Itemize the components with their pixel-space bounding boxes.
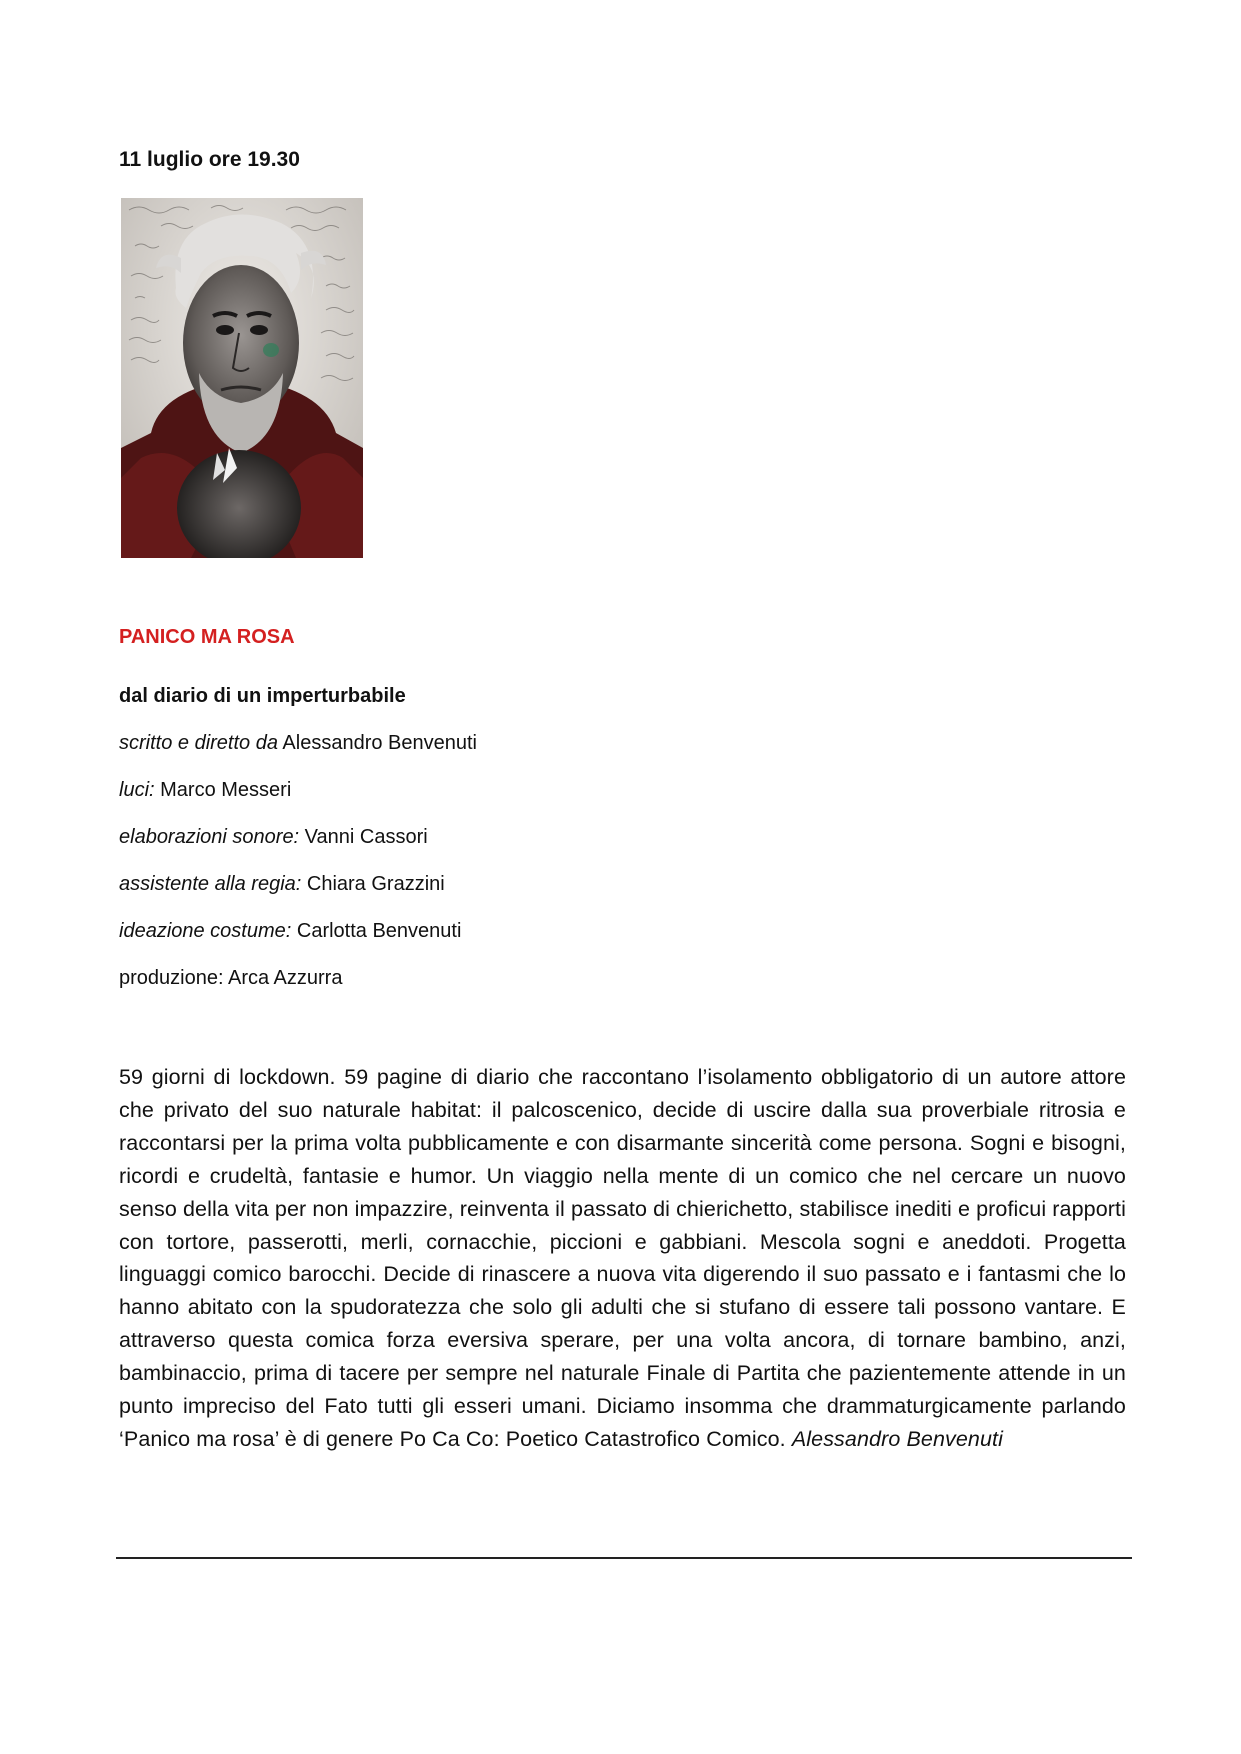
credit-role: ideazione costume: (119, 920, 292, 942)
show-title: PANICO MA ROSA (119, 626, 295, 648)
credit-role: elaborazioni sonore: (119, 826, 300, 848)
credit-name: Alessandro Benvenuti (277, 732, 477, 754)
description-text: 59 giorni di lockdown. 59 pagine di diario che raccontano l’isolamento obbligatorio di un autore attore che privato del suo naturale habitat: il palcoscenico, decide di uscire dalla sua proverbiale ritrosia e raccontarsi per la prima volta pubblicamente e con disarmante sincerità come persona. Sogni e bisogni, ricordi e crudeltà, fantasie e humor. Un viaggio nella mente di un comico che nel cercare un nuovo senso della vita per non impazzire, reinventa il passato di chierichetto, stabilisce inediti e proficui rapporti con tortore, passerotti, merli, cornacchie, piccioni e gabbiani. Mescola sogni e aneddoti. Progetta linguaggi comico barocchi. Decide di rinascere a nuova vita digerendo il suo passato e i fantasmi che lo hanno abitato con la spudoratezza che solo gli adulti che si stufano di essere tali possono vantare. E attraverso questa comica forza eversiva sperare, per una volta ancora, di tornare bambino, anzi, bambinaccio, prima di tacere per sempre nel naturale Finale di Partita che pazientemente attende in un punto impreciso del Fato tutti gli esseri umani. Diciamo insomma che drammaturgicamente parlando ‘Panico ma rosa’ è di genere Po Ca Co: Poetico Catastrofico Comico. (119, 1065, 1126, 1451)
credit-role: luci: (119, 779, 155, 801)
credit-line (119, 908, 477, 955)
event-date-heading: 11 luglio ore 19.30 (119, 148, 300, 171)
credit-name: Chiara Grazzini (301, 873, 445, 895)
credit-name: Carlotta Benvenuti (291, 920, 462, 942)
credit-role: assistente alla regia: (119, 873, 302, 895)
credit-line (119, 814, 477, 861)
credits-list (119, 673, 477, 1002)
production-credit: produzione: Arca Azzurra (119, 967, 343, 989)
credit-name: Vanni Cassori (299, 826, 428, 848)
credit-name: Marco Messeri (154, 779, 292, 801)
portrait-photo (121, 198, 363, 558)
show-subtitle: dal diario di un imperturbabile (119, 685, 406, 707)
description-signature: Alessandro Benvenuti (791, 1426, 1003, 1451)
credit-line (119, 861, 477, 908)
show-description (119, 1061, 1126, 1456)
credit-line (119, 767, 477, 814)
credit-line (119, 720, 477, 767)
section-divider (116, 1557, 1132, 1559)
credit-role: scritto e diretto da (119, 732, 278, 754)
